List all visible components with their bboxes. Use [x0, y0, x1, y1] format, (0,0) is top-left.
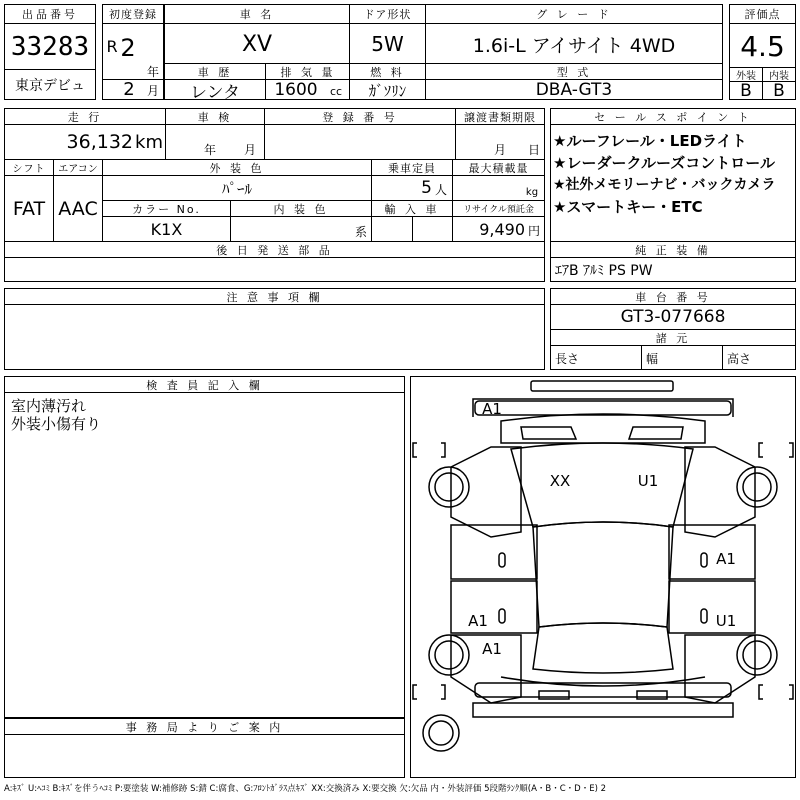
- transfer-label: 譲渡書類期限: [456, 109, 544, 125]
- int-label: 内装: [763, 68, 795, 82]
- era: R: [106, 36, 118, 56]
- interior-color-label: 内 装 色: [231, 201, 371, 217]
- later-parts-box: [4, 241, 545, 282]
- score-box: [729, 4, 796, 100]
- mileage-label: 走 行: [5, 109, 165, 125]
- reg-year: 2: [120, 34, 136, 62]
- damage-mark: A1: [468, 612, 488, 630]
- mileage: 36,132: [66, 131, 133, 153]
- km-unit: km: [135, 131, 163, 153]
- recycle-label: リサイクル預託金: [453, 201, 544, 217]
- tokyo-debut: 東京デビュ: [15, 77, 85, 94]
- sales-point: ★レーダークルーズコントロール: [553, 153, 775, 172]
- damage-mark: A1: [716, 550, 736, 568]
- capacity: 5: [421, 178, 432, 198]
- notes-box: [4, 288, 545, 370]
- length-label: 長さ: [555, 351, 580, 366]
- sales-point: ★スマートキー・ETC: [553, 197, 703, 216]
- damage-mark: A1: [482, 640, 502, 658]
- damage-mark: XX: [549, 472, 571, 490]
- inspector-label: 検 査 員 記 入 欄: [5, 377, 404, 393]
- transfer-day-unit: 日: [527, 142, 540, 157]
- damage-mark: U1: [715, 612, 737, 630]
- sales-points-box: [550, 108, 796, 242]
- lot-label: 出品番号: [5, 5, 95, 24]
- damage-mark: A1: [482, 400, 502, 418]
- capacity-label: 乗車定員: [372, 160, 452, 176]
- ext-grade: B: [740, 80, 752, 101]
- equipment-value: ｴｱB ｱﾙﾐ PS PW: [555, 263, 653, 279]
- score-label: 評価点: [730, 5, 795, 24]
- sales-points-label: セ ー ル ス ポ イ ン ト: [551, 109, 795, 125]
- load-unit: kg: [525, 186, 539, 198]
- ac-label: エアコン: [54, 160, 102, 176]
- sales-point: ★ルーフレール・LEDライト: [553, 131, 747, 150]
- capacity-unit: 人: [434, 182, 447, 197]
- lot-box: [4, 4, 96, 100]
- int-grade: B: [773, 80, 785, 101]
- year-unit: 年: [146, 64, 159, 79]
- inspector-note: 外装小傷有り: [11, 414, 102, 433]
- chassis-label: 車 台 番 号: [551, 289, 795, 305]
- fuel-label: 燃 料: [350, 64, 425, 80]
- door-type: 5W: [371, 32, 404, 56]
- insp-year-unit: 年: [203, 142, 216, 157]
- inspector-note: 室内薄汚れ: [11, 396, 87, 415]
- first-reg-label: 初度登録: [103, 5, 163, 24]
- fuel: ｶﾞｿﾘﾝ: [368, 81, 407, 100]
- color-no-label: カラー No.: [103, 201, 230, 217]
- history: レンタ: [190, 82, 240, 103]
- insp-month-unit: 月: [243, 142, 256, 157]
- displacement-label: 排 気 量: [266, 64, 350, 80]
- recycle-unit: 円: [527, 223, 540, 238]
- body-color: ﾊﾟｰﾙ: [221, 179, 252, 198]
- lot-number: 33283: [10, 32, 90, 62]
- notes-label: 注 意 事 項 欄: [5, 289, 544, 305]
- width-label: 幅: [646, 351, 659, 366]
- import-label: 輸 入 車: [372, 201, 452, 217]
- history-label: 車 歴: [165, 64, 265, 80]
- office-label: 事 務 局 よ り ご 案 内: [5, 719, 404, 735]
- registration-box: [102, 4, 164, 100]
- grade: 1.6i-L アイサイト 4WD: [472, 34, 676, 57]
- inspection-label: 車 検: [166, 109, 264, 125]
- sales-point: ★社外メモリーナビ・バックカメラ: [553, 177, 776, 193]
- inspector-box: [4, 376, 405, 718]
- load-label: 最大積載量: [453, 160, 544, 176]
- equipment-label: 純 正 装 備: [551, 242, 795, 258]
- car-diagram-box: [410, 376, 796, 778]
- vehicle-box: [164, 4, 723, 103]
- legend-text: A:ｷｽﾞ U:ﾍｺﾐ B:ｷｽﾞを伴うﾍｺﾐ P:要塗装 W:補修跡 S:錆 C:腐食、G:ﾌﾛﾝﾄｶﾞﾗｽ点ｷｽﾞ XX:交換済み X:要交換 欠:欠品 内・外装評価 5段階ﾗﾝｸ順(A・B・C・D・E) 2: [4, 784, 607, 794]
- interior-color-suffix: 系: [354, 224, 367, 239]
- shift-label: シフト: [5, 160, 53, 176]
- later-parts-label: 後 日 発 送 部 品: [5, 242, 544, 258]
- door-label: ドア形状: [350, 5, 425, 24]
- details-box: [4, 108, 545, 242]
- recycle-fee: 9,490: [479, 220, 525, 239]
- shift-value: FAT: [12, 198, 46, 220]
- height-label: 高さ: [727, 351, 752, 366]
- ext-label: 外装: [730, 68, 762, 82]
- plate-label: 登 録 番 号: [265, 109, 455, 125]
- model-code: DBA-GT3: [535, 80, 613, 100]
- car-name-label: 車 名: [165, 5, 349, 24]
- color-label: 外 装 色: [103, 160, 371, 176]
- month-unit: 月: [146, 83, 159, 98]
- displacement: 1600: [274, 80, 318, 100]
- office-box: [4, 718, 405, 778]
- chassis-number: GT3-077668: [620, 307, 726, 327]
- ac-value: AAC: [58, 198, 98, 220]
- score-value: 4.5: [740, 29, 785, 63]
- model-label: 型 式: [426, 64, 722, 80]
- damage-mark: U1: [637, 472, 659, 490]
- dims-label: 諸 元: [551, 330, 795, 346]
- car-diagram: [411, 377, 795, 777]
- transfer-month-unit: 月: [493, 142, 506, 157]
- grade-label: グ レ ー ド: [426, 5, 722, 24]
- car-name: XV: [241, 31, 273, 57]
- cc-unit: cc: [329, 84, 343, 98]
- reg-month: 2: [123, 79, 135, 100]
- color-number: K1X: [150, 220, 183, 239]
- chassis-box: [550, 288, 796, 370]
- equipment-box: [550, 241, 796, 282]
